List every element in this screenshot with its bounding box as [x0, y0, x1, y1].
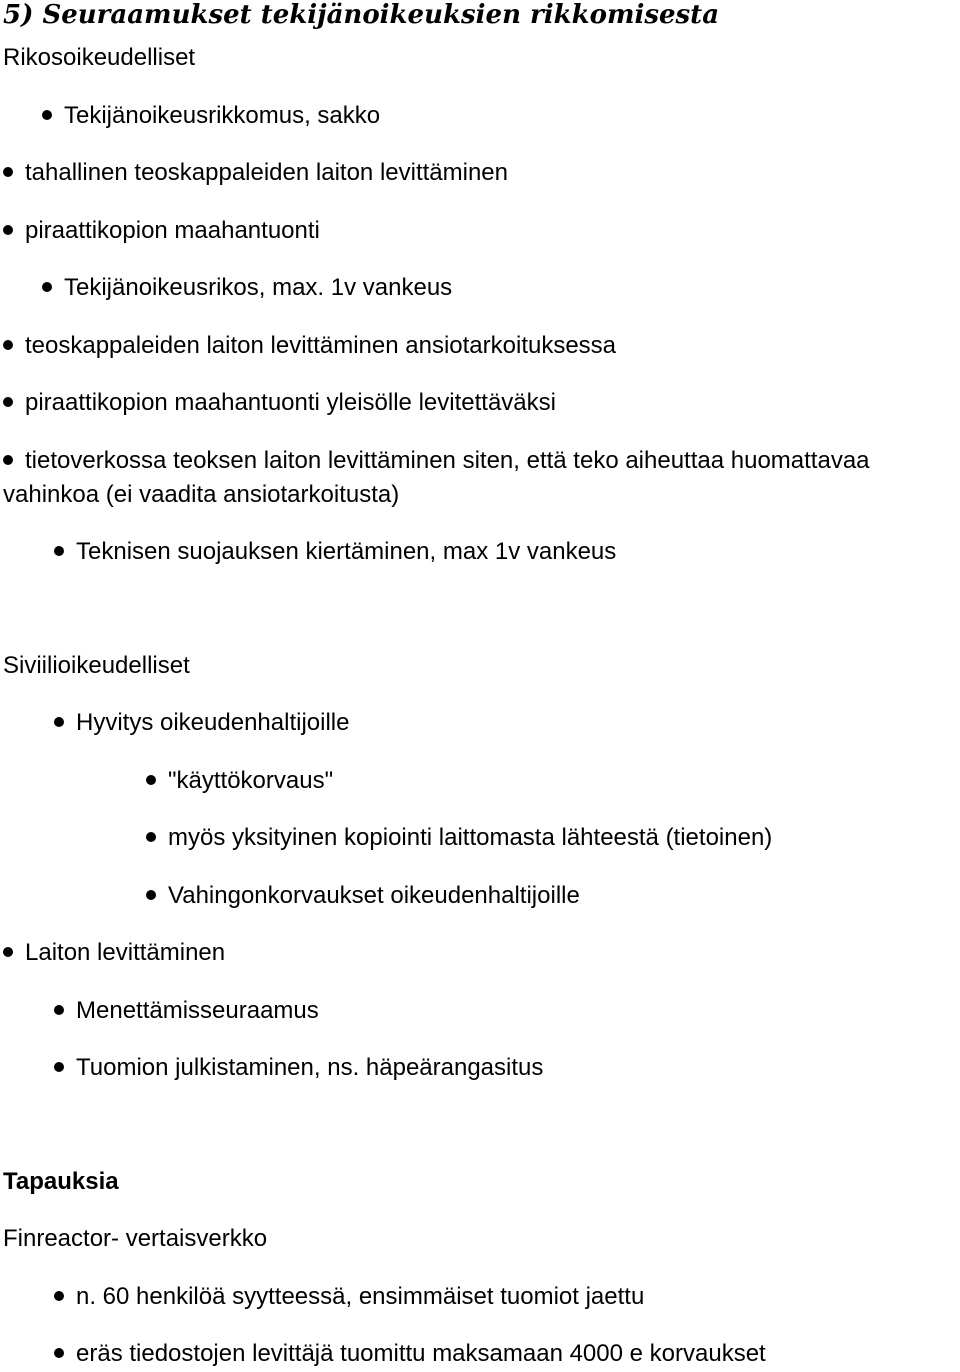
list-item: Laiton levittäminen [3, 938, 225, 968]
bullet-icon [54, 1348, 64, 1358]
bullet-icon [3, 340, 13, 350]
bullet-icon [146, 832, 156, 842]
list-item: piraattikopion maahantuonti [3, 216, 320, 246]
bullet-icon [42, 282, 52, 292]
list-item: Hyvitys oikeudenhaltijoille [54, 708, 349, 738]
bullet-icon [3, 225, 13, 235]
bullet-icon [3, 947, 13, 957]
section-heading-cases: Tapauksia [3, 1168, 119, 1195]
bullet-icon [54, 546, 64, 556]
bullet-icon [54, 717, 64, 727]
bullet-icon [3, 167, 13, 177]
list-item: myös yksityinen kopiointi laittomasta lähteestä (tietoinen) [146, 823, 772, 853]
list-item: Tekijänoikeusrikos, max. 1v vankeus [42, 273, 452, 303]
list-item-continuation: vahinkoa (ei vaadita ansiotarkoitusta) [3, 481, 400, 508]
list-item: tahallinen teoskappaleiden laiton levittäminen [3, 158, 508, 188]
list-item: Teknisen suojauksen kiertäminen, max 1v vankeus [54, 537, 616, 567]
bullet-icon [42, 110, 52, 120]
bullet-icon [146, 775, 156, 785]
list-item: Menettämisseuraamus [54, 996, 319, 1026]
bullet-icon [3, 455, 13, 465]
list-item: eräs tiedostojen levittäjä tuomittu maksamaan 4000 e korvaukset [54, 1339, 766, 1369]
list-item: "käyttökorvaus" [146, 766, 333, 796]
page-title: 5) Seuraamukset tekijänoikeuksien rikkomisesta [3, 0, 720, 30]
list-item: Tuomion julkistaminen, ns. häpeärangasitus [54, 1053, 543, 1083]
bullet-icon [3, 397, 13, 407]
bullet-icon [54, 1005, 64, 1015]
bullet-icon [146, 890, 156, 900]
list-item: Tekijänoikeusrikkomus, sakko [42, 101, 380, 131]
section-heading-civil: Siviilioikeudelliset [3, 652, 190, 679]
bullet-icon [54, 1291, 64, 1301]
list-item: tietoverkossa teoksen laiton levittäminen siten, että teko aiheuttaa huomattavaa [3, 446, 870, 476]
section-heading-criminal: Rikosoikeudelliset [3, 44, 196, 71]
list-item: piraattikopion maahantuonti yleisölle levitettäväksi [3, 388, 556, 418]
section-subheading-finreactor: Finreactor- vertaisverkko [3, 1225, 268, 1252]
list-item: Vahingonkorvaukset oikeudenhaltijoille [146, 881, 580, 911]
list-item: teoskappaleiden laiton levittäminen ansiotarkoituksessa [3, 331, 616, 361]
bullet-icon [54, 1062, 64, 1072]
list-item: n. 60 henkilöä syytteessä, ensimmäiset tuomiot jaettu [54, 1282, 644, 1312]
